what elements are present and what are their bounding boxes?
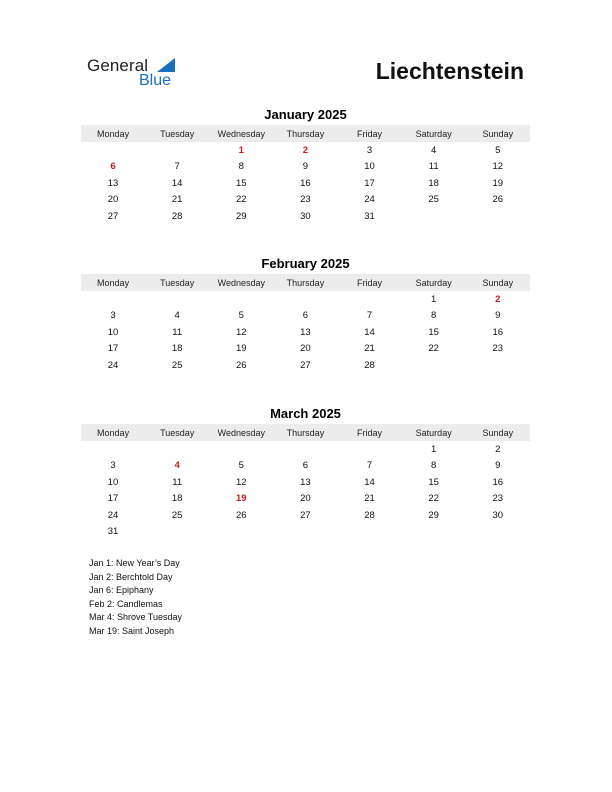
- logo-word-blue: Blue: [139, 72, 172, 89]
- logo-triangle-icon: [157, 58, 175, 72]
- calendar-day: 21: [364, 493, 375, 505]
- calendar-day: 21: [364, 343, 375, 355]
- weekday-label: Tuesday: [160, 277, 195, 288]
- month-title: March 2025: [270, 406, 341, 421]
- week-row: [81, 142, 530, 159]
- calendar-day: 8: [431, 460, 437, 472]
- calendar-day: 27: [300, 359, 311, 371]
- calendar-day: 24: [107, 509, 119, 521]
- calendar-day: 11: [172, 476, 183, 488]
- calendar-day: 28: [364, 359, 375, 371]
- calendar-day: 13: [300, 326, 311, 338]
- week-row: [81, 324, 530, 341]
- holiday-entry: Jan 6: Epiphany: [89, 585, 154, 595]
- month-title: February 2025: [261, 256, 350, 271]
- calendar-day: 25: [428, 194, 439, 206]
- weekday-label: Wednesday: [217, 128, 265, 139]
- calendar-day: 20: [300, 493, 311, 505]
- calendar-day: 10: [107, 326, 119, 338]
- calendar-day: 10: [107, 476, 119, 488]
- calendar-day: 10: [364, 161, 375, 173]
- calendar-day: 3: [366, 144, 373, 156]
- weekday-label: Saturday: [415, 277, 452, 288]
- calendar-day: 23: [492, 493, 504, 505]
- holiday-date: 19: [236, 493, 247, 505]
- weekday-label: Friday: [357, 427, 383, 438]
- holiday-entry: Feb 2: Candlemas: [89, 598, 163, 609]
- calendar-day: 18: [171, 343, 183, 355]
- weekday-label: Friday: [357, 128, 383, 139]
- calendar-day: 23: [492, 343, 504, 355]
- calendar-day: 2: [495, 443, 501, 455]
- calendar-day: 15: [428, 326, 439, 338]
- weekday-label: Monday: [97, 128, 130, 139]
- weekday-label: Monday: [97, 427, 130, 438]
- calendar-day: 5: [495, 144, 501, 156]
- calendar-day: 28: [364, 509, 375, 521]
- calendar-day: 9: [302, 161, 309, 173]
- weekday-label: Saturday: [415, 427, 452, 438]
- week-row: [81, 507, 530, 524]
- weekday-header: [81, 125, 530, 142]
- holiday-date: 1: [238, 144, 244, 156]
- month-title: January 2025: [264, 107, 347, 122]
- calendar-day: 18: [428, 177, 439, 189]
- week-row: [81, 208, 530, 225]
- calendar-day: 13: [107, 177, 119, 189]
- calendar-day: 25: [171, 509, 183, 521]
- weekday-label: Tuesday: [160, 427, 195, 438]
- holiday-date: 2: [302, 144, 309, 156]
- month-january: [81, 107, 530, 225]
- calendar-day: 17: [107, 493, 119, 505]
- calendar-day: 8: [431, 310, 437, 322]
- month-march: [81, 406, 530, 540]
- holiday-date: 2: [495, 293, 501, 305]
- week-row: [81, 341, 530, 358]
- calendar-day: 15: [428, 476, 439, 488]
- holiday-date: 6: [110, 161, 116, 173]
- holiday-entry: Jan 1: New Year’s Day: [89, 558, 180, 568]
- calendar-day: 14: [171, 177, 183, 189]
- weekday-label: Tuesday: [160, 128, 195, 139]
- calendar-day: 4: [174, 310, 180, 322]
- calendar-day: 17: [107, 343, 119, 355]
- calendar-day: 28: [171, 210, 183, 222]
- weekday-label: Thursday: [286, 277, 325, 288]
- calendar-day: 22: [428, 493, 439, 505]
- weekday-header: [81, 274, 530, 291]
- calendar-day: 16: [492, 476, 504, 488]
- calendar-day: 6: [302, 310, 309, 322]
- calendar-day: 20: [300, 343, 311, 355]
- weekday-label: Friday: [357, 277, 383, 288]
- week-row: [81, 192, 530, 209]
- week-row: [81, 524, 530, 541]
- calendar-day: 23: [300, 194, 311, 206]
- calendar-day: 9: [495, 310, 501, 322]
- calendar-day: 30: [492, 509, 504, 521]
- country-title: Liechtenstein: [375, 58, 524, 84]
- calendar-day: 11: [428, 161, 439, 173]
- calendar-day: 31: [107, 526, 119, 538]
- calendar-day: 1: [431, 293, 437, 305]
- weekday-label: Sunday: [482, 427, 514, 438]
- calendar-day: 9: [495, 460, 501, 472]
- calendar-day: 30: [300, 210, 311, 222]
- calendar-day: 14: [364, 326, 375, 338]
- calendar-day: 19: [492, 177, 504, 189]
- calendar-day: 7: [174, 161, 180, 173]
- weekday-label: Thursday: [286, 128, 325, 139]
- calendar-day: 19: [236, 343, 247, 355]
- calendar-day: 5: [238, 310, 244, 322]
- calendar-day: 25: [171, 359, 183, 371]
- weekday-header: [81, 424, 530, 441]
- calendar-day: 14: [364, 476, 375, 488]
- week-row: [81, 491, 530, 508]
- weekday-label: Monday: [97, 277, 130, 288]
- brand-logo: [87, 56, 187, 92]
- week-row: [81, 474, 530, 491]
- calendar-day: 26: [236, 509, 247, 521]
- calendar-day: 29: [236, 210, 247, 222]
- calendar-day: 18: [171, 493, 183, 505]
- week-row: [81, 458, 530, 475]
- calendar-day: 22: [428, 343, 439, 355]
- calendar-day: 6: [302, 460, 309, 472]
- calendar-day: 16: [492, 326, 504, 338]
- week-row: [81, 441, 530, 458]
- calendar-day: 1: [431, 443, 437, 455]
- holiday-list: [89, 557, 182, 638]
- weekday-label: Wednesday: [217, 427, 265, 438]
- calendar-day: 3: [110, 310, 116, 322]
- calendar-day: 27: [300, 509, 311, 521]
- weekday-label: Thursday: [286, 427, 325, 438]
- week-row: [81, 357, 530, 374]
- month-february: [81, 256, 530, 374]
- week-row: [81, 291, 530, 308]
- calendar-day: 31: [364, 210, 375, 222]
- holiday-entry: Mar 4: Shrove Tuesday: [89, 612, 183, 622]
- week-row: [81, 308, 530, 325]
- calendar-day: 26: [236, 359, 247, 371]
- calendar-day: 22: [236, 194, 247, 206]
- calendar-day: 8: [238, 161, 244, 173]
- calendar-day: 12: [492, 161, 504, 173]
- holiday-entry: Mar 19: Saint Joseph: [89, 625, 175, 636]
- calendar-day: 27: [107, 210, 119, 222]
- calendar-day: 17: [364, 177, 375, 189]
- calendar-day: 24: [107, 359, 119, 371]
- weekday-label: Wednesday: [217, 277, 265, 288]
- weekday-label: Sunday: [482, 128, 514, 139]
- holiday-entry: Jan 2: Berchtold Day: [89, 571, 173, 582]
- weekday-label: Sunday: [482, 277, 514, 288]
- week-row: [81, 159, 530, 176]
- calendar-day: 12: [236, 476, 247, 488]
- calendar-day: 15: [236, 177, 247, 189]
- calendar-day: 20: [107, 194, 119, 206]
- calendar-day: 4: [431, 144, 437, 156]
- calendar-day: 7: [366, 460, 373, 472]
- calendar-day: 7: [366, 310, 373, 322]
- logo-word-general: General: [87, 56, 149, 75]
- weekday-label: Saturday: [415, 128, 452, 139]
- calendar-day: 11: [172, 326, 183, 338]
- calendar-day: 21: [171, 194, 183, 206]
- calendar-day: 26: [492, 194, 504, 206]
- week-row: [81, 175, 530, 192]
- calendar-day: 5: [238, 460, 244, 472]
- holiday-date: 4: [174, 460, 180, 472]
- calendar-day: 29: [428, 509, 439, 521]
- calendar-day: 13: [300, 476, 311, 488]
- calendar-day: 3: [110, 460, 116, 472]
- calendar-day: 24: [364, 194, 375, 206]
- calendar-day: 12: [236, 326, 247, 338]
- calendar-day: 16: [300, 177, 311, 189]
